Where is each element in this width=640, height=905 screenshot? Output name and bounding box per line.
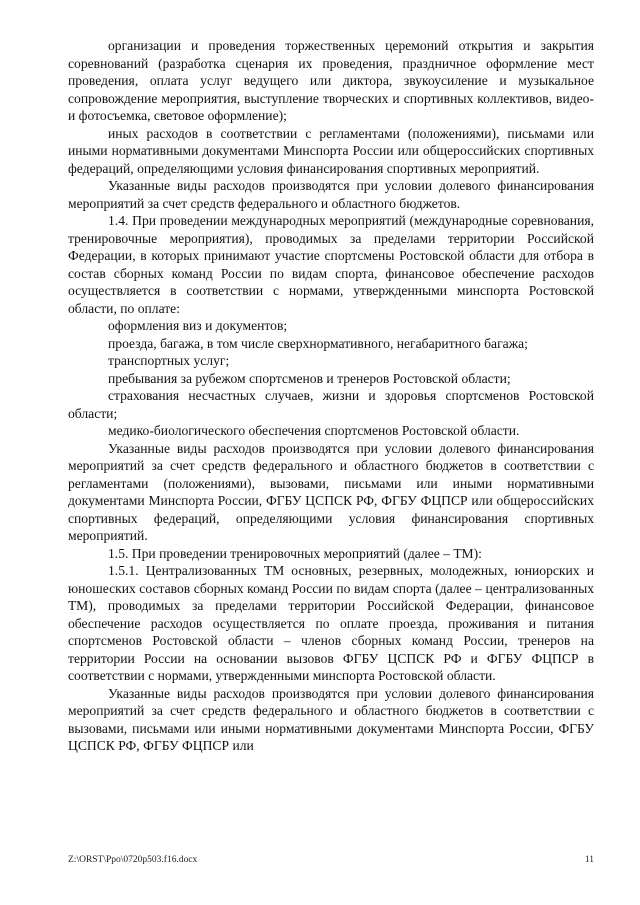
list-item-visas: оформления виз и документов; <box>108 318 288 333</box>
footer-file-path: Z:\ORST\Ppo\0720p503.f16.docx <box>68 855 198 865</box>
paragraph-cofinancing-calls: Указанные виды расходов производятся при условии долевого финансирования мероприятий за счет средств федерального и областного бюджетов в соответствии с вызовами, письмами или иными нормативными документами Минспорта России, ФГБУ ЦСПСК РФ, ФГБУ ФЦПСР или <box>68 685 594 753</box>
list-item-medical: медико-биологического обеспечения спортсменов Ростовской области. <box>108 423 520 438</box>
list-item-travel-baggage: проезда, багажа, в том числе сверхнормативного, негабаритного багажа; <box>108 335 528 351</box>
paragraph-section-1-4: 1.4. При проведении международных мероприятий (международные соревнования, тренировочные мероприятия), проводимых за пределами территории Российской Федерации, в которых принимают участие спортсмены Ростовской области для отбора в состав сборных команд России по видам спорта, финансовое обеспечение расходов осуществляется в соответствии с нормами, утвержденными минспорта Ростовской области, по оплате: <box>68 213 594 316</box>
list-item-transport: транспортных услуг; <box>108 353 230 368</box>
paragraph-ceremonies: организации и проведения торжественных церемоний открытия и закрытия соревнований (разработка сценария их проведения, праздничное оформление мест проведения, оплата услуг ведущего или диктора, звукоусиление и музыкальное сопровождение мероприятия, выступление творческих и спортивных коллективов, видео- и фотосъемка, световое оформление); <box>68 38 594 123</box>
paragraph-cofinancing-note: Указанные виды расходов производятся при условии долевого финансирования мероприятий за счет средств федерального и областного бюджетов. <box>68 178 594 211</box>
list-item-insurance: страхования несчастных случаев, жизни и здоровья спортсменов Ростовской области; <box>68 388 594 421</box>
page-number: 11 <box>584 855 594 865</box>
paragraph-section-1-5: 1.5. При проведении тренировочных мероприятий (далее – ТМ): <box>108 545 482 561</box>
paragraph-section-1-5-1: 1.5.1. Централизованных ТМ основных, резервных, молодежных, юниорских и юношеских составов сборных команд России по видам спорта (далее – централизованных ТМ), проводимых за пределами территории Российской Федерации, финансовое обеспечение расходов осуществляется по оплате проезда, проживания и питания спортсменов Ростовской области – членов сборных команд России, тренеров на территории России на основании вызовов ФГБУ ЦСПСК РФ и ФГБУ ФЦПСР в соответствии с нормами, утвержденными минспорта Ростовской области. <box>68 563 594 683</box>
paragraph-other-expenses: иных расходов в соответствии с регламентами (положениями), письмами или иными нормативными документами Минспорта России или общероссийских спортивных федераций, определяющими условия финансирования спортивных мероприятий. <box>68 125 594 176</box>
list-item-stay-abroad: пребывания за рубежом спортсменов и тренеров Ростовской области; <box>108 370 511 386</box>
paragraph-cofinancing-regulations: Указанные виды расходов производятся при условии долевого финансирования мероприятий за счет средств федерального и областного бюджетов в соответствии с регламентами (положениями), вызовами, письмами или иными нормативными документами Минспорта России, ФГБУ ЦСПСК РФ, ФГБУ ФЦПСР или общероссийских спортивных федераций, определяющими условия финансирования спортивных мероприятий. <box>68 440 594 543</box>
document-body <box>68 37 594 755</box>
